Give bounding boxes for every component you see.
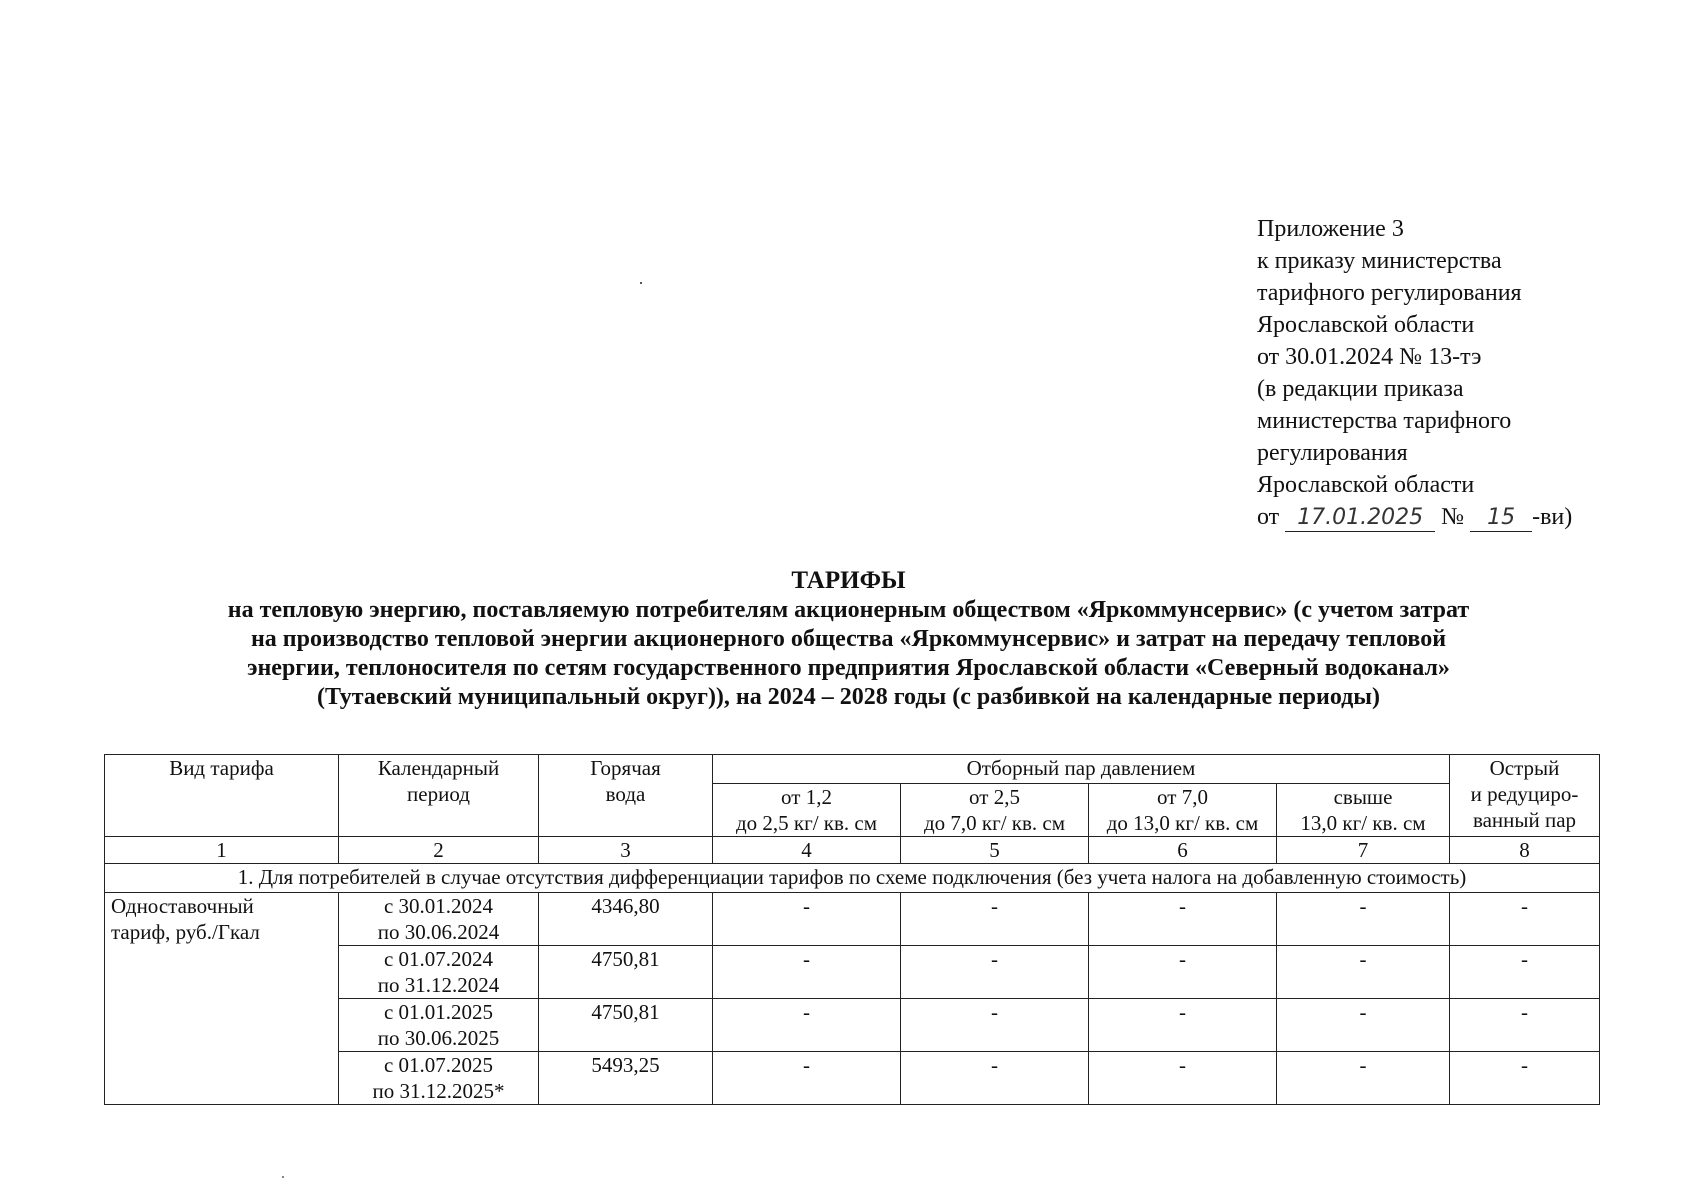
header-steam-4	[1277, 784, 1450, 837]
header-sharp-steam	[1450, 755, 1600, 837]
header-steam-2	[901, 784, 1089, 837]
annex-line: (в редакции приказа	[1257, 376, 1464, 402]
sharp-steam-cell: -	[1450, 1052, 1600, 1105]
title-heading: ТАРИФЫ	[791, 567, 906, 594]
steam-4-cell: -	[1277, 999, 1450, 1052]
header-steam-1	[713, 784, 901, 837]
period-from: с 01.07.2024	[383, 947, 494, 971]
period-to: по 30.06.2025	[377, 1026, 500, 1050]
steam-2-cell: -	[901, 946, 1089, 999]
steam-4-cell: -	[1277, 893, 1450, 946]
header-tariff-type: Вид тарифа	[105, 755, 339, 837]
scan-speck	[282, 1176, 284, 1178]
steam-4-cell: -	[1277, 1052, 1450, 1105]
section-row	[105, 864, 1600, 893]
steam-1-cell: -	[713, 946, 901, 999]
header-line: от 2,5	[969, 785, 1020, 809]
handwritten-number: 15	[1470, 505, 1532, 532]
header-line: от 1,2	[781, 785, 832, 809]
annex-line: к приказу министерства	[1257, 248, 1502, 274]
column-number: 1	[105, 837, 339, 864]
section-1-title: 1. Для потребителей в случае отсутствия дифференциации тарифов по схеме подключения (без учета налога на добавленную стоимость)	[105, 864, 1600, 893]
column-number: 8	[1450, 837, 1600, 864]
steam-2-cell: -	[901, 893, 1089, 946]
hot-water-cell: 4346,80	[539, 893, 713, 946]
header-sharp-steam-line: ванный пар	[1472, 808, 1577, 832]
annex-suffix: -ви)	[1532, 504, 1573, 530]
steam-2-cell: -	[901, 999, 1089, 1052]
title-line: на производство тепловой энергии акционерного общества «Яркоммунсервис» и затрат на передачу тепловой	[250, 626, 1447, 652]
header-period: Календарный период	[339, 755, 539, 837]
hot-water-cell: 4750,81	[539, 999, 713, 1052]
steam-3-cell: -	[1089, 946, 1277, 999]
steam-3-cell: -	[1089, 1052, 1277, 1105]
table-row	[105, 893, 1600, 946]
steam-2-cell: -	[901, 1052, 1089, 1105]
steam-1-cell: -	[713, 893, 901, 946]
steam-3-cell: -	[1089, 999, 1277, 1052]
tariff-label-line: тариф, руб./Гкал	[111, 920, 260, 944]
period-cell	[339, 946, 539, 999]
title-line: на тепловую энергию, поставляемую потребителям акционерным обществом «Яркоммунсервис» (с учетом затрат	[227, 597, 1470, 623]
header-line: свыше	[1333, 785, 1393, 809]
column-number: 3	[539, 837, 713, 864]
number-sign: №	[1435, 504, 1471, 530]
hot-water-cell: 5493,25	[539, 1052, 713, 1105]
scan-speck	[640, 282, 642, 284]
header-sharp-steam-line: и редуциро-	[1470, 782, 1579, 806]
annex-block	[1257, 213, 1657, 533]
annex-prefix: от	[1257, 504, 1286, 530]
annex-line: Ярославской области	[1257, 312, 1475, 338]
column-number: 7	[1277, 837, 1450, 864]
annex-line: от 30.01.2024 № 13-тэ	[1257, 344, 1482, 370]
sharp-steam-cell: -	[1450, 893, 1600, 946]
period-from: с 01.01.2025	[383, 1000, 494, 1024]
column-number: 5	[901, 837, 1089, 864]
handwritten-date: 17.01.2025	[1285, 505, 1435, 532]
steam-1-cell: -	[713, 1052, 901, 1105]
tariffs-table	[104, 754, 1600, 1105]
header-steam-3	[1089, 784, 1277, 837]
column-number-row	[105, 837, 1600, 864]
annex-line: Приложение 3	[1257, 216, 1404, 242]
period-from: с 30.01.2024	[383, 894, 494, 918]
steam-3-cell: -	[1089, 893, 1277, 946]
column-number: 4	[713, 837, 901, 864]
header-line: до 7,0 кг/ кв. см	[923, 811, 1066, 835]
header-sharp-steam-line: Острый	[1489, 756, 1560, 780]
header-row	[105, 755, 1600, 784]
header-line: до 2,5 кг/ кв. см	[735, 811, 878, 835]
header-line: 13,0 кг/ кв. см	[1300, 811, 1426, 835]
steam-4-cell: -	[1277, 946, 1450, 999]
period-cell	[339, 1052, 539, 1105]
annex-line: министерства тарифного	[1257, 408, 1512, 434]
steam-1-cell: -	[713, 999, 901, 1052]
title-line: энергии, теплоносителя по сетям государственного предприятия Ярославской области «Северный водоканал»	[247, 655, 1450, 681]
document-title	[100, 566, 1597, 712]
tariff-label	[105, 893, 339, 1105]
annex-line: регулирования	[1257, 440, 1408, 466]
annex-line: Ярославской области	[1257, 472, 1475, 498]
header-hot-water: Горячая вода	[539, 755, 713, 837]
period-to: по 31.12.2024	[377, 973, 500, 997]
period-to: по 30.06.2024	[377, 920, 500, 944]
sharp-steam-cell: -	[1450, 999, 1600, 1052]
annex-line: тарифного регулирования	[1257, 280, 1522, 306]
tariff-label-line: Одноставочный	[111, 894, 254, 918]
hot-water-cell: 4750,81	[539, 946, 713, 999]
period-cell	[339, 999, 539, 1052]
header-steam-group: Отборный пар давлением	[713, 755, 1450, 784]
column-number: 6	[1089, 837, 1277, 864]
period-to: по 31.12.2025*	[372, 1079, 505, 1103]
sharp-steam-cell: -	[1450, 946, 1600, 999]
header-line: от 7,0	[1157, 785, 1208, 809]
title-line: (Тутаевский муниципальный округ)), на 2024 – 2028 годы (с разбивкой на календарные периоды)	[317, 684, 1380, 710]
header-line: до 13,0 кг/ кв. см	[1106, 811, 1259, 835]
column-number: 2	[339, 837, 539, 864]
period-from: с 01.07.2025	[383, 1053, 494, 1077]
period-cell	[339, 893, 539, 946]
annex-last-line	[1257, 501, 1657, 533]
